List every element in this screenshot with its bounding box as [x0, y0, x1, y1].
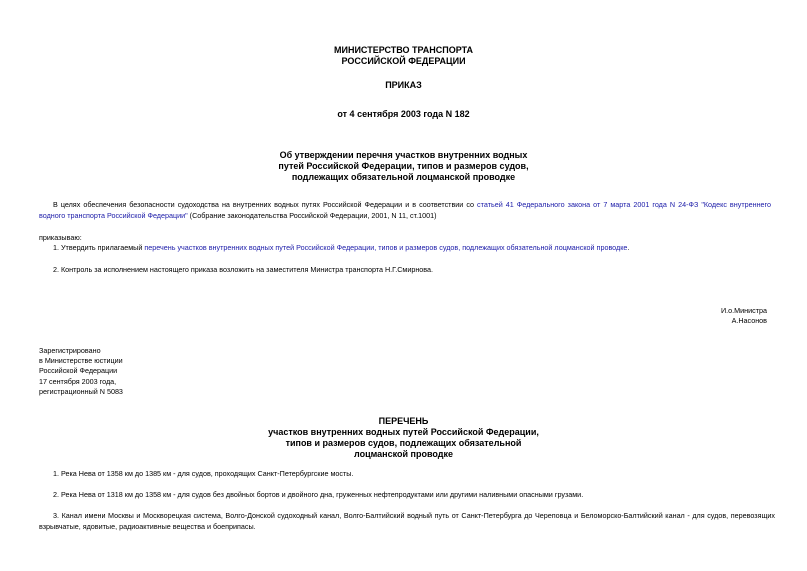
order-item-1 — [39, 242, 771, 253]
signature-name: А.Насонов — [731, 316, 767, 325]
list-item-2: 2. Река Нева от 1318 км до 1358 км - для судов без двойных бортов и двойного дна, груженных нефтепродуктами или другими наливными опасными грузами. — [53, 490, 584, 499]
ministry-name-line2: РОССИЙСКОЙ ФЕДЕРАЦИИ — [341, 56, 466, 66]
registration-line5: регистрационный N 5083 — [39, 387, 123, 396]
list-item-3: 3. Канал имени Москвы и Москворецкая система, Волго-Донской судоходный канал, Волго-Балтийский водный путь от Санкт-Петербурга до Череповца и Беломорско-Балтийский канал - для судов, перевозящих взрывчатые, ядовитые, радиоактивные вещества и боеприпасы. — [39, 511, 775, 531]
order-item-1-prefix: 1. Утвердить прилагаемый — [53, 243, 145, 252]
signature-position: И.о.Министра — [720, 306, 767, 315]
order-item-2: 2. Контроль за исполнением настоящего приказа возложить на заместителя Министра транспорта Н.Г.Смирнова. — [53, 265, 434, 274]
law-reference-link[interactable]: статьей 41 Федерального закона от 7 марта 2001 года N 24-ФЗ "Кодекс внутреннего водного транспорта Российской Федерации" — [39, 200, 771, 220]
registration-line2: в Министерстве юстиции — [39, 356, 123, 365]
order-item-1-suffix: . — [627, 243, 630, 252]
preamble — [39, 199, 771, 221]
registration-line3: Российской Федерации — [39, 366, 118, 375]
preamble-text-start: В целях обеспечения безопасности судоходства на внутренних водных путях Российской Федерации и в соответствии со — [53, 200, 478, 209]
doc-title-line1: Об утверждении перечня участков внутренних водных — [279, 150, 528, 160]
ministry-name-line1: МИНИСТЕРСТВО ТРАНСПОРТА — [333, 45, 474, 55]
doc-title-line3: подлежащих обязательной лоцманской проводке — [291, 172, 516, 182]
list-title-line1: ПЕРЕЧЕНЬ — [378, 416, 429, 426]
list-document-link[interactable]: перечень участков внутренних водных путей Российской Федерации, типов и размеров судов, подлежащих обязательной лоцманской проводке — [144, 243, 628, 252]
doc-type: ПРИКАЗ — [385, 80, 422, 90]
preamble-text-end: (Собрание законодательства Российской Федерации, 2001, N 11, ст.1001) — [187, 211, 437, 220]
list-title-line4: лоцманской проводке — [354, 449, 453, 459]
doc-title-line2: путей Российской Федерации, типов и размеров судов, — [278, 161, 529, 171]
list-title-line2: участков внутренних водных путей Российской Федерации, — [268, 427, 539, 437]
list-item-1: 1. Река Нева от 1358 км до 1385 км - для судов, проходящих Санкт-Петербургские мосты. — [53, 469, 354, 478]
doc-date-number: от 4 сентября 2003 года N 182 — [337, 109, 470, 119]
list-title-line3: типов и размеров судов, подлежащих обязательной — [285, 438, 522, 448]
registration-line1: Зарегистрировано — [39, 346, 101, 355]
order-word: приказываю: — [39, 233, 82, 242]
registration-line4: 17 сентября 2003 года, — [39, 377, 117, 386]
